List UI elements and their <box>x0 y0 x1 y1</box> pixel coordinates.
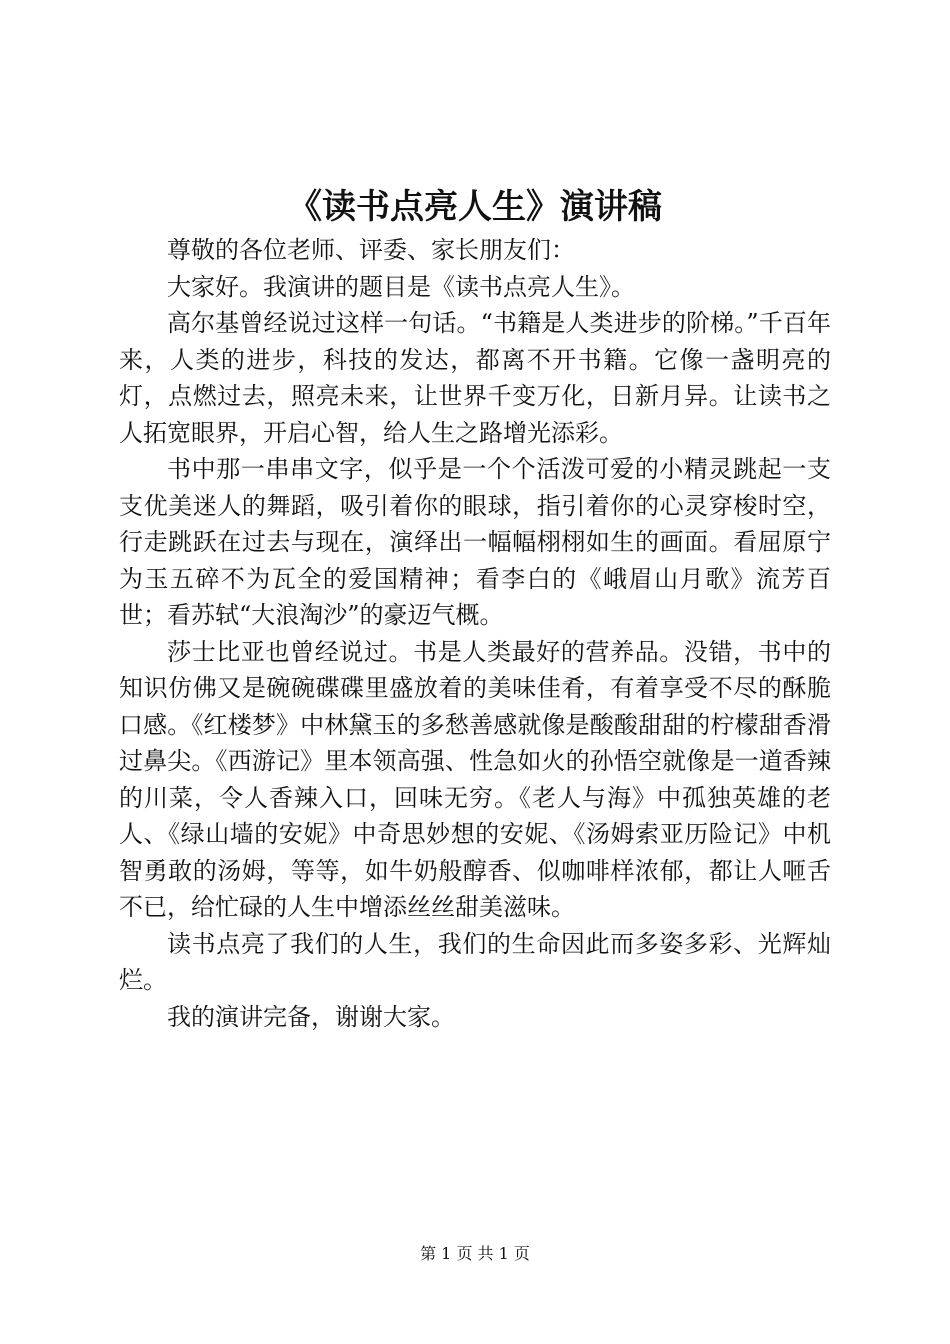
page-footer: 第 1 页 共 1 页 <box>420 1244 530 1263</box>
document-body <box>119 232 831 1035</box>
conclusion-paragraph: 读书点亮了我们的人生，我们的生命因此而多姿多彩、光辉灿烂。 <box>119 929 831 994</box>
closing-paragraph: 我的演讲完备，谢谢大家。 <box>167 1002 455 1031</box>
document-title: 《读书点亮人生》演讲稿 <box>288 187 662 227</box>
body-paragraph: 莎士比亚也曾经说过。书是人类最好的营养品。没错，书中的知识仿佛又是碗碗碟碟里盛放着的美味佳肴，有着享受不尽的酥脆口感。《红楼梦》中林黛玉的多愁善感就像是酸酸甜甜的柠檬甜香滑过鼻尖。《西游记》里本领高强、性急如火的孙悟空就像是一道香辣的川菜，令人香辣入口，回味无穷。《老人与海》中孤独英雄的老人、《绿山墙的安妮》中奇思妙想的安妮、《汤姆索亚历险记》中机智勇敢的汤姆，等等，如牛奶般醇香、似咖啡样浓郁，都让人咂舌不已，给忙碌的人生中增添丝丝甜美滋味。 <box>119 637 831 921</box>
salutation-paragraph: 尊敬的各位老师、评委、家长朋友们： <box>167 236 575 264</box>
greeting-paragraph: 大家好。我演讲的题目是《读书点亮人生》。 <box>167 272 635 301</box>
body-paragraph: 书中那一串串文字，似乎是一个个活泼可爱的小精灵跳起一支支优美迷人的舞蹈，吸引着你的眼球，指引着你的心灵穿梭时空，行走跳跃在过去与现在，演绎出一幅幅栩栩如生的画面。看屈原宁为玉五碎不为瓦全的爱国精神；看李白的《峨眉山月歌》流芳百世；看苏轼“大浪淘沙”的豪迈气概。 <box>119 455 831 629</box>
body-paragraph: 高尔基曾经说过这样一句话。“书籍是人类进步的阶梯。”千百年来，人类的进步，科技的发达，都离不开书籍。它像一盏明亮的灯，点燃过去，照亮未来，让世界千变万化，日新月异。让读书之人拓宽眼界，开启心智，给人生之路增光添彩。 <box>119 309 831 447</box>
